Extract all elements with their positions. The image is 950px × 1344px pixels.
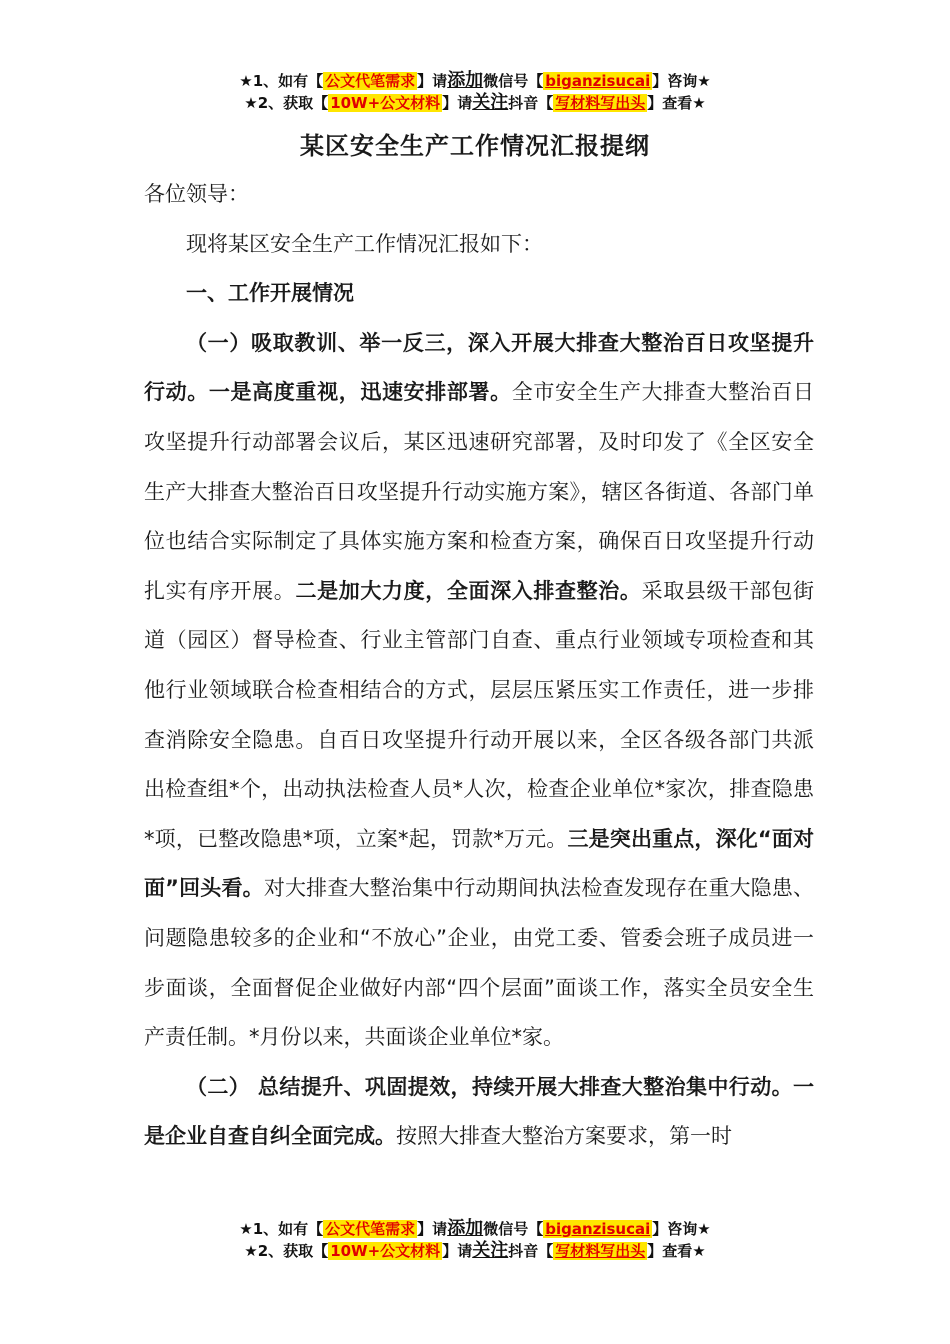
bold-lead: （二） 总结提升、巩固提效，持续开展大排查大整治集中行动。一是企业自查自纠全面完成。 bbox=[144, 1074, 814, 1149]
bold-lead: 二是加大力度，全面深入排查整治。 bbox=[295, 578, 642, 603]
star-icon: ★ bbox=[692, 94, 706, 112]
promo-wechat-id: biganzisucai bbox=[545, 1220, 651, 1238]
star-icon: ★ bbox=[692, 1242, 706, 1260]
promo-text: 】请 bbox=[417, 72, 448, 90]
star-icon: ★ bbox=[697, 72, 711, 90]
promo-text: 2、获取【 bbox=[257, 1242, 329, 1260]
promo-douyin-id: 写材料写出头 bbox=[555, 1242, 646, 1260]
promo-emphasis: 添加 bbox=[447, 1218, 484, 1239]
promo-highlight: 公文代笔需求 bbox=[325, 72, 416, 90]
paragraph-text: 全市安全生产大排查大整治百日攻坚提升行动部署会议后，某区迅速研究部署，及时印发了《全区安全生产大排查大整治百日攻坚提升行动实施方案》，辖区各街道、各部门单位也结合实际制定了具体实施方案和检查方案，确保百日攻坚提升行动扎实有序开展。 bbox=[144, 380, 814, 603]
promo-text: 1、如有【 bbox=[252, 72, 324, 90]
document-body bbox=[144, 170, 814, 1162]
promo-highlight: 公文代笔需求 bbox=[325, 1220, 416, 1238]
promo-text: 抖音【 bbox=[508, 94, 554, 112]
star-icon: ★ bbox=[244, 1242, 258, 1260]
promo-line-1 bbox=[0, 70, 950, 92]
paragraph-text: 采取县级干部包街道（园区）督导检查、行业主管部门自查、重点行业领域专项检查和其他行业领域联合检查相结合的方式，层层压紧压实工作责任，进一步排查消除安全隐患。自百日攻坚提升行动开展以来，全区各级各部门共派出检查组*个，出动执法检查人员*人次，检查企业单位*家次，排查隐患*项，已整改隐患*项，立案*起，罚款*万元。 bbox=[144, 578, 815, 851]
promo-line-2 bbox=[0, 1240, 950, 1262]
paragraph-2 bbox=[144, 1063, 814, 1162]
promo-text: 】请 bbox=[442, 94, 473, 112]
promo-text: 】请 bbox=[442, 1242, 473, 1260]
bold-lead: （一）吸取教训、举一反三，深入开展大排查大整治百日攻坚提升行动。一是高度重视，迅速安排部署。 bbox=[144, 330, 814, 405]
promo-text: 1、如有【 bbox=[252, 1220, 324, 1238]
star-icon: ★ bbox=[239, 72, 253, 90]
salutation: 各位领导： bbox=[144, 182, 249, 206]
promo-line-2 bbox=[0, 92, 950, 114]
paragraph-text: 对大排查大整治集中行动期间执法检查发现存在重大隐患、问题隐患较多的企业和“不放心”企业，由党工委、管委会班子成员进一步面谈，全面督促企业做好内部“四个层面”面谈工作，落实全员安全生产责任制。*月份以来，共面谈企业单位*家。 bbox=[144, 876, 814, 1050]
promo-emphasis: 添加 bbox=[447, 70, 484, 91]
promo-text: 抖音【 bbox=[508, 1242, 554, 1260]
promo-text: 】咨询 bbox=[652, 72, 698, 90]
promo-emphasis: 关注 bbox=[472, 1240, 509, 1261]
promo-wechat-id: biganzisucai bbox=[545, 72, 651, 90]
promo-line-1 bbox=[0, 1218, 950, 1240]
promo-banner-bottom bbox=[0, 1218, 950, 1262]
promo-text: 】查看 bbox=[647, 94, 693, 112]
promo-text: 2、获取【 bbox=[257, 94, 329, 112]
promo-emphasis: 关注 bbox=[472, 92, 509, 113]
promo-text: 】查看 bbox=[647, 1242, 693, 1260]
star-icon: ★ bbox=[697, 1220, 711, 1238]
promo-douyin-id: 写材料写出头 bbox=[555, 94, 646, 112]
promo-text: 微信号【 bbox=[483, 72, 544, 90]
section-heading: 一、工作开展情况 bbox=[186, 281, 354, 306]
promo-text: 】咨询 bbox=[652, 1220, 698, 1238]
promo-text: 微信号【 bbox=[483, 1220, 544, 1238]
paragraph-text: 按照大排查大整治方案要求，第一时 bbox=[396, 1124, 732, 1149]
document-title: 某区安全生产工作情况汇报提纲 bbox=[300, 132, 650, 160]
star-icon: ★ bbox=[239, 1220, 253, 1238]
paragraph-1 bbox=[144, 319, 814, 1063]
promo-text: 】请 bbox=[417, 1220, 448, 1238]
promo-banner-top bbox=[0, 70, 950, 114]
star-icon: ★ bbox=[244, 94, 258, 112]
intro-paragraph: 现将某区安全生产工作情况汇报如下： bbox=[186, 231, 543, 256]
promo-highlight: 10W+公文材料 bbox=[330, 1242, 441, 1260]
promo-highlight: 10W+公文材料 bbox=[330, 94, 441, 112]
bold-lead: 三是突出重点，深化“面对面”回头看。 bbox=[144, 826, 814, 901]
